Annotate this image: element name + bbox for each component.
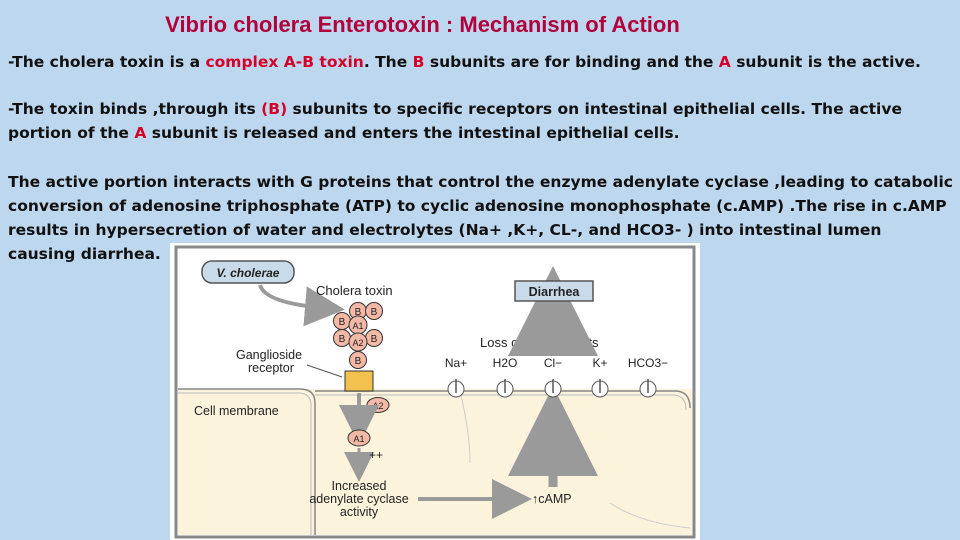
- camp-label: ↑cAMP: [532, 492, 572, 506]
- plus-plus-label: ++: [369, 448, 384, 462]
- enzyme-label-line1: Increased: [331, 479, 387, 493]
- enzyme-label-line3: activity: [339, 505, 379, 519]
- cholera-toxin-label: Cholera toxin: [316, 283, 393, 298]
- diarrhea-label: Diarrhea: [528, 285, 580, 299]
- svg-text:A2: A2: [372, 401, 384, 411]
- svg-text:B: B: [370, 307, 378, 318]
- enzyme-label-line2: adenylate cyclase: [309, 492, 409, 506]
- svg-text:B: B: [354, 307, 362, 318]
- ion-label-na: Na+: [444, 356, 468, 370]
- paragraph-mechanism: The active portion interacts with G proteins that control the enzyme adenylate cyclase ,leading to catabolic conversion of adenosine triphosphate (ATP) to cyclic adenosine monophosphate (c.AMP) .The rise in c.AMP results in hypersecretion of water and electrolytes (Na+ ,K+, CL-, and HCO3- ) into intestinal lumen causing diarrhea.: [8, 173, 953, 263]
- ion-label-h2o: H2O: [492, 356, 518, 370]
- paragraph-binding: -The toxin binds ,through its (B) subunits to specific receptors on intestinal epithelial cells. The active portion of the A subunit is released and enters the intestinal epithelial cells.: [8, 100, 902, 142]
- cell-membrane-label: Cell membrane: [194, 404, 279, 418]
- ion-label-k: K+: [592, 356, 608, 370]
- slide-title: Vibrio cholera Enterotoxin : Mechanism of Action: [165, 12, 680, 37]
- svg-text:B: B: [354, 356, 362, 367]
- ganglioside-receptor: [345, 371, 373, 391]
- receptor-label-line1: Ganglioside: [236, 348, 303, 362]
- svg-text:A1: A1: [353, 434, 365, 444]
- svg-text:A2: A2: [352, 338, 364, 348]
- ion-label-cl: Cl−: [543, 356, 563, 370]
- svg-text:B: B: [370, 334, 378, 345]
- svg-text:B: B: [338, 317, 346, 328]
- svg-text:B: B: [338, 334, 346, 345]
- receptor-label-line2: receptor: [248, 361, 294, 375]
- ion-label-hco3: HCO3−: [627, 356, 669, 370]
- paragraph-ab-toxin: -The cholera toxin is a complex A-B toxin. The B subunits are for binding and the A subunit is the active.: [8, 53, 921, 71]
- svg-text:A1: A1: [352, 321, 364, 331]
- mechanism-diagram: [170, 243, 700, 540]
- loss-label: Loss of cell nutrients: [480, 335, 599, 350]
- v-cholerae-label: V. cholerae: [216, 266, 280, 280]
